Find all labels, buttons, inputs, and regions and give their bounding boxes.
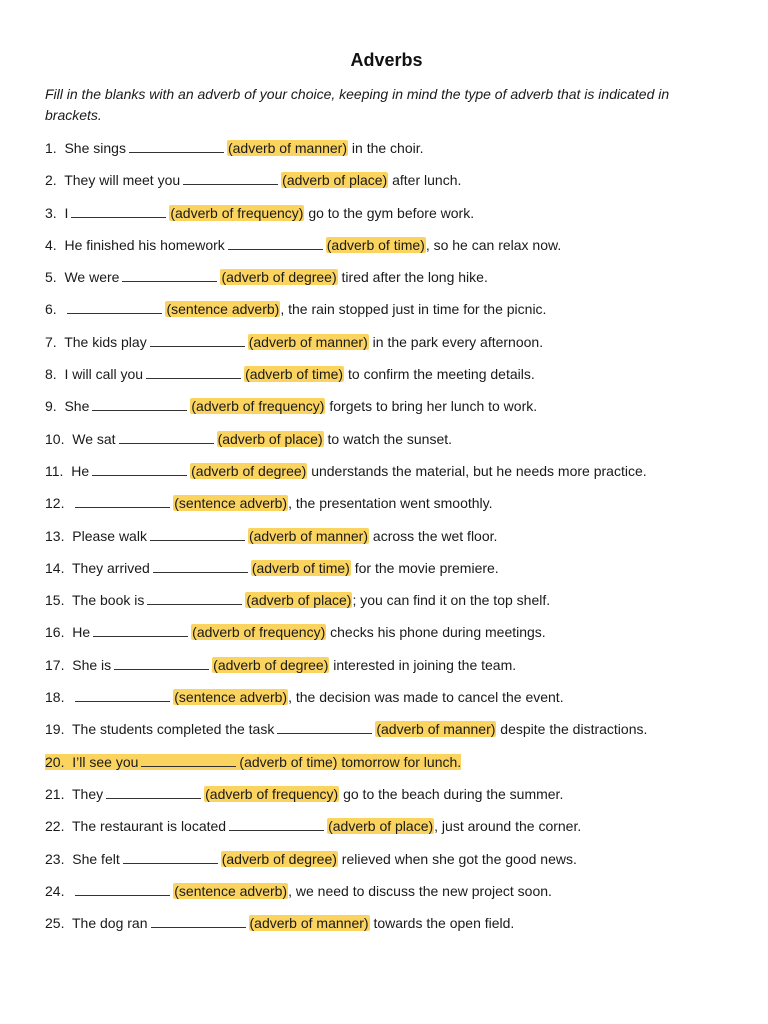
exercise-item [45, 584, 728, 616]
exercise-item [45, 843, 728, 875]
adverb-type-hint: (adverb of degree) [213, 656, 329, 673]
item-number: 15. [45, 592, 65, 609]
item-number: 8. [45, 366, 57, 383]
exercise-item [45, 455, 728, 487]
item-number: 12. [45, 495, 65, 512]
item-number: 18. [45, 689, 65, 706]
adverb-type-hint: (adverb of place) [282, 172, 388, 189]
exercise-row [45, 431, 452, 447]
adverb-type-hint: (adverb of place) [246, 592, 352, 609]
sentence-start: The book is [72, 592, 145, 609]
sentence-end: in the choir. [348, 140, 424, 156]
exercise-item [45, 293, 728, 325]
item-number: 5. [45, 269, 57, 286]
exercise-item [45, 229, 728, 261]
sentence-start: The dog ran [72, 915, 148, 932]
sentence-start: He [72, 624, 91, 641]
sentence-start: I will call you [64, 366, 144, 383]
answer-blank[interactable] [141, 754, 236, 767]
sentence-end: after lunch. [388, 172, 462, 189]
adverb-type-hint: (adverb of place) [217, 430, 323, 447]
exercise-item [45, 520, 728, 552]
adverb-type-hint: (sentence adverb) [174, 882, 288, 899]
adverb-type-hint: (adverb of frequency) [191, 398, 325, 415]
sentence-start: Please walk [72, 527, 147, 544]
sentence-end: , just around the corner. [434, 818, 582, 835]
exercise-item [45, 552, 728, 584]
adverb-type-hint: (adverb of manner) [376, 721, 496, 738]
exercise-item [45, 132, 728, 164]
exercise-item [45, 616, 728, 648]
item-number: 24. [45, 882, 65, 899]
exercise-row [45, 786, 563, 802]
exercise-row [45, 528, 497, 544]
sentence-start: They arrived [72, 559, 150, 576]
item-number: 1. [45, 140, 57, 156]
item-number: 23. [45, 850, 65, 867]
answer-blank[interactable] [129, 140, 224, 153]
answer-blank[interactable] [228, 237, 323, 250]
item-number: 16. [45, 624, 65, 641]
answer-blank[interactable] [122, 269, 217, 282]
sentence-end: , the rain stopped just in time for the picnic. [280, 301, 547, 318]
sentence-end: interested in joining the team. [329, 656, 517, 673]
sentence-end: understands the material, but he needs more practice. [307, 462, 647, 479]
exercise-row [45, 851, 577, 867]
exercise-row [45, 657, 516, 673]
sentence-end: checks his phone during meetings. [326, 624, 546, 641]
exercise-row [45, 172, 461, 188]
item-number: 21. [45, 785, 65, 802]
sentence-start: The restaurant is located [72, 818, 227, 835]
exercise-item [45, 164, 728, 196]
sentence-end: across the wet floor. [369, 527, 498, 544]
sentence-start: I’ll see you [72, 753, 139, 770]
sentence-start: We were [64, 269, 120, 286]
sentence-end: ; you can find it on the top shelf. [352, 592, 551, 609]
exercise-item [45, 681, 728, 713]
answer-blank[interactable] [147, 592, 242, 605]
adverb-type-hint: (adverb of manner) [248, 527, 369, 544]
sentence-start: She sings [64, 140, 126, 156]
sentence-end: , so he can relax now. [425, 236, 562, 253]
exercise-item [45, 423, 728, 455]
answer-blank[interactable] [151, 915, 246, 928]
adverb-type-hint: (adverb of place) [328, 818, 434, 835]
sentence-start: She felt [72, 850, 120, 867]
sentence-end: to watch the sunset. [323, 430, 453, 447]
adverb-type-hint: (adverb of frequency) [170, 204, 304, 221]
exercise-row [45, 495, 493, 511]
item-number: 17. [45, 656, 65, 673]
adverb-type-hint: (adverb of manner) [227, 140, 348, 156]
adverb-type-hint: (adverb of degree) [191, 462, 307, 479]
sentence-start: He [71, 462, 90, 479]
answer-blank[interactable] [92, 398, 187, 411]
exercise-item [45, 875, 728, 907]
adverb-type-hint: (adverb of degree) [221, 269, 337, 286]
instructions: Fill in the blanks with an adverb of your choice, keeping in mind the type of adverb that is indicated in brackets. [45, 86, 670, 123]
item-number: 6. [45, 301, 57, 318]
exercise-item [45, 778, 728, 810]
exercise-row [45, 205, 474, 221]
sentence-end: go to the gym before work. [304, 204, 475, 221]
adverb-type-hint: (sentence adverb) [166, 301, 280, 318]
item-number: 2. [45, 172, 57, 189]
sentence-start: She is [72, 656, 112, 673]
exercise-row [45, 689, 564, 705]
exercise-row [45, 269, 488, 285]
item-number: 10. [45, 430, 65, 447]
exercise-row [45, 366, 535, 382]
exercise-row [45, 721, 647, 737]
sentence-end: for the movie premiere. [350, 559, 499, 576]
sentence-end: to confirm the meeting details. [344, 366, 535, 383]
answer-blank[interactable] [93, 624, 188, 637]
sentence-start: The kids play [64, 333, 147, 350]
answer-blank[interactable] [75, 883, 170, 896]
adverb-type-hint: (adverb of time) [245, 366, 344, 383]
sentence-start: They will meet you [64, 172, 181, 189]
item-number: 13. [45, 527, 65, 544]
exercise-row [45, 592, 550, 608]
adverb-type-hint: (adverb of time) [326, 236, 425, 253]
sentence-start: She [64, 398, 90, 415]
exercise-item [45, 487, 728, 519]
item-number: 7. [45, 333, 57, 350]
answer-blank[interactable] [183, 172, 278, 185]
answer-blank[interactable] [150, 528, 245, 541]
answer-blank[interactable] [75, 689, 170, 702]
exercise-item [45, 197, 728, 229]
adverb-type-hint: (adverb of time) [251, 559, 350, 576]
sentence-end: forgets to bring her lunch to work. [325, 398, 538, 415]
exercise-item [45, 746, 728, 778]
exercise-row [45, 624, 546, 640]
answer-blank[interactable] [146, 366, 241, 379]
adverb-type-hint: (adverb of frequency) [192, 624, 326, 641]
sentence-end: towards the open field. [369, 915, 515, 932]
item-number: 11. [45, 462, 64, 479]
exercise-row [45, 301, 546, 317]
exercise-list [45, 132, 728, 939]
sentence-start: He finished his homework [64, 236, 225, 253]
item-number: 25. [45, 915, 65, 932]
answer-blank[interactable] [92, 463, 187, 476]
answer-blank[interactable] [119, 431, 214, 444]
sentence-end: go to the beach during the summer. [339, 785, 564, 802]
exercise-row [45, 915, 514, 931]
answer-blank[interactable] [67, 301, 162, 314]
exercise-item [45, 713, 728, 745]
answer-blank[interactable] [277, 721, 372, 734]
exercise-row [45, 140, 424, 156]
sentence-end: despite the distractions. [496, 721, 648, 738]
answer-blank[interactable] [153, 560, 248, 573]
adverb-type-hint: (sentence adverb) [174, 495, 288, 512]
exercise-row [45, 883, 552, 899]
answer-blank[interactable] [123, 851, 218, 864]
answer-blank[interactable] [114, 657, 209, 670]
exercise-row [45, 334, 543, 350]
exercise-row [45, 463, 647, 479]
page-title: Adverbs [350, 50, 423, 70]
answer-blank[interactable] [150, 334, 245, 347]
sentence-start: We sat [72, 430, 116, 447]
sentence-end: , the presentation went smoothly. [288, 495, 493, 512]
exercise-item [45, 390, 728, 422]
sentence-start: The students completed the task [72, 721, 275, 738]
exercise-item [45, 358, 728, 390]
answer-blank[interactable] [71, 205, 166, 218]
sentence-end: relieved when she got the good news. [337, 850, 577, 867]
item-number: 19. [45, 721, 65, 738]
adverb-type-hint: (adverb of time) [239, 753, 338, 770]
sentence-end: , the decision was made to cancel the event. [288, 689, 564, 706]
exercise-row [45, 754, 461, 770]
exercise-row [45, 237, 561, 253]
exercise-item [45, 261, 728, 293]
adverb-type-hint: (adverb of manner) [249, 915, 369, 932]
exercise-item [45, 326, 728, 358]
sentence-end: tomorrow for lunch. [337, 753, 462, 770]
item-number: 3. [45, 204, 57, 221]
sentence-end: , we need to discuss the new project soon. [288, 882, 552, 899]
item-number: 14. [45, 559, 65, 576]
exercise-row [45, 818, 581, 834]
exercise-item [45, 810, 728, 842]
adverb-type-hint: (sentence adverb) [174, 689, 288, 706]
item-number: 22. [45, 818, 65, 835]
sentence-end: tired after the long hike. [337, 269, 488, 286]
sentence-end: in the park every afternoon. [368, 333, 544, 350]
exercise-item [45, 649, 728, 681]
adverb-type-hint: (adverb of manner) [248, 333, 368, 350]
exercise-item [45, 907, 728, 939]
item-number: 9. [45, 398, 57, 415]
adverb-type-hint: (adverb of frequency) [205, 785, 339, 802]
exercise-row [45, 560, 499, 576]
sentence-start: I [64, 204, 69, 221]
exercise-row [45, 398, 537, 414]
answer-blank[interactable] [229, 818, 324, 831]
answer-blank[interactable] [106, 786, 201, 799]
answer-blank[interactable] [75, 495, 170, 508]
item-number: 4. [45, 236, 57, 253]
adverb-type-hint: (adverb of degree) [221, 850, 337, 867]
sentence-start: They [72, 785, 104, 802]
item-number: 20. [45, 753, 65, 770]
